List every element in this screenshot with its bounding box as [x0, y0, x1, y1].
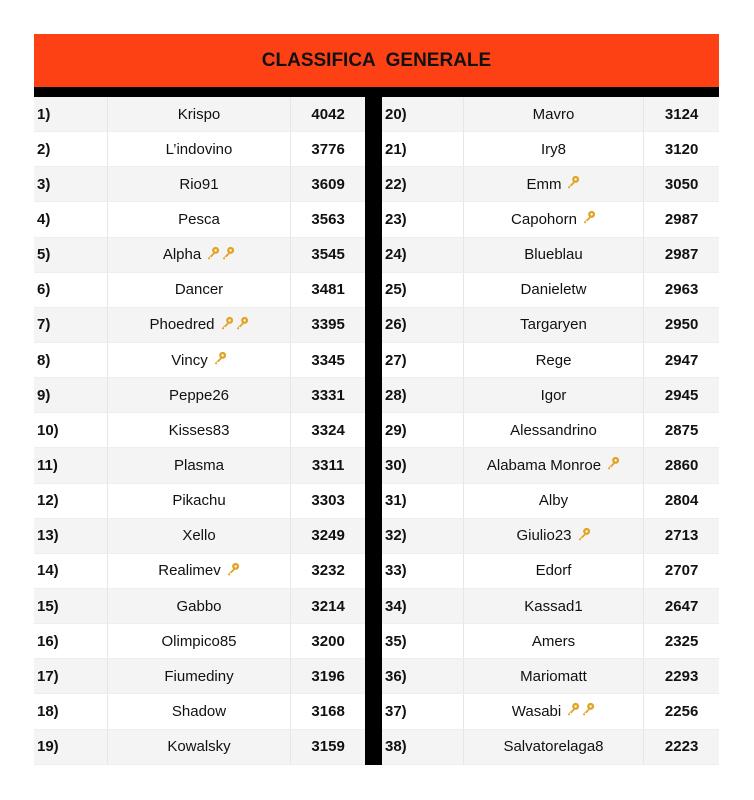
player-name-cell [108, 273, 291, 307]
key-icon [581, 702, 595, 716]
rank: 37) [382, 694, 464, 728]
score: 2256 [664, 702, 699, 720]
player-name: Targaryen [520, 316, 587, 334]
player-name-cell [464, 238, 644, 272]
key-icon [221, 246, 235, 260]
player-name-cell [108, 238, 291, 272]
table-row [34, 97, 365, 132]
player-name-cell [108, 694, 291, 728]
score: 3050 [664, 175, 699, 193]
player-name: Alessandrino [510, 421, 597, 439]
score: 3200 [311, 632, 345, 650]
score: 2987 [664, 210, 699, 228]
player-name: Fiumediny [164, 667, 234, 685]
keys [565, 175, 580, 193]
table-row [34, 238, 365, 273]
score: 3331 [311, 386, 345, 404]
player-name-cell [464, 694, 644, 728]
player-name-cell [464, 132, 644, 166]
player-name-cell [464, 308, 644, 342]
key-icon [226, 562, 240, 576]
table-row [382, 273, 719, 308]
table-row [34, 554, 365, 589]
table-row [382, 308, 719, 343]
header-divider [34, 87, 719, 97]
player-name: Kowalsky [167, 738, 231, 756]
player-name: Kassad1 [524, 597, 583, 615]
score: 2707 [664, 562, 699, 580]
player-name-cell [464, 659, 644, 693]
player-name-cell [464, 378, 644, 412]
table-row [382, 202, 719, 237]
title-banner [34, 34, 719, 87]
table-row [34, 167, 365, 202]
rank: 3) [34, 167, 108, 201]
player-name-cell [108, 167, 291, 201]
table-row [34, 694, 365, 729]
player-name: Kisses83 [168, 421, 230, 439]
table-row [34, 519, 365, 554]
player-name: Pesca [178, 210, 220, 228]
score: 2804 [664, 492, 699, 510]
rank: 33) [382, 554, 464, 588]
score: 3345 [311, 351, 345, 369]
player-name: Igor [540, 386, 567, 404]
player-name-cell [464, 589, 644, 623]
table-row [382, 132, 719, 167]
player-name-cell [464, 97, 644, 131]
keys [212, 351, 227, 369]
score: 3545 [311, 246, 345, 264]
table-row [382, 519, 719, 554]
score: 2947 [664, 351, 699, 369]
rank: 31) [382, 484, 464, 518]
player-name: Mariomatt [520, 667, 587, 685]
player-name: Dancer [174, 281, 224, 299]
player-name: Peppe26 [168, 386, 230, 404]
player-name-cell [464, 730, 644, 764]
rank: 25) [382, 273, 464, 307]
rank: 12) [34, 484, 108, 518]
player-name: Xello [182, 527, 216, 545]
key-icon [582, 210, 596, 224]
page-title: CLASSIFICA GENERALE [261, 49, 492, 71]
keys [581, 210, 596, 228]
rank: 1) [34, 97, 108, 131]
key-icon [235, 316, 249, 330]
player-name-cell [108, 413, 291, 447]
score: 2713 [664, 527, 699, 545]
table-row [382, 589, 719, 624]
player-name-cell [464, 484, 644, 518]
leaderboard-right [382, 97, 719, 765]
player-name-cell [108, 343, 291, 377]
table-row [382, 659, 719, 694]
table-row [34, 378, 365, 413]
column-divider [365, 97, 382, 765]
player-name-cell [108, 659, 291, 693]
score: 3249 [311, 527, 345, 545]
keys [225, 562, 240, 580]
rank: 13) [34, 519, 108, 553]
score: 2325 [664, 632, 699, 650]
score: 3214 [311, 597, 345, 615]
table-row [382, 448, 719, 483]
score: 3232 [311, 562, 345, 580]
keys [565, 702, 595, 720]
score: 3776 [311, 140, 345, 158]
player-name-cell [108, 97, 291, 131]
player-name-cell [464, 167, 644, 201]
table-row [34, 484, 365, 519]
rank: 27) [382, 343, 464, 377]
player-name: Iry8 [540, 140, 566, 158]
rank: 5) [34, 238, 108, 272]
player-name: Capohorn [511, 210, 577, 228]
table-row [34, 202, 365, 237]
rank: 8) [34, 343, 108, 377]
table-row [382, 554, 719, 589]
player-name-cell [108, 378, 291, 412]
player-name-cell [464, 273, 644, 307]
player-name: Salvatorelaga8 [503, 738, 604, 756]
player-name: Krispo [177, 105, 221, 123]
player-name: Alabama Monroe [486, 456, 602, 474]
rank: 32) [382, 519, 464, 553]
score: 3120 [664, 140, 699, 158]
table-row [382, 624, 719, 659]
player-name-cell [108, 554, 291, 588]
rank: 30) [382, 448, 464, 482]
player-name-cell [108, 448, 291, 482]
score: 2860 [664, 456, 699, 474]
keys [205, 246, 235, 264]
player-name-cell [464, 448, 644, 482]
score: 2963 [664, 281, 699, 299]
player-name-cell [108, 132, 291, 166]
rank: 29) [382, 413, 464, 447]
rank: 36) [382, 659, 464, 693]
player-name-cell [108, 484, 291, 518]
score: 4042 [311, 105, 345, 123]
player-name-cell [464, 413, 644, 447]
player-name: Rio91 [179, 175, 219, 193]
rank: 11) [34, 448, 108, 482]
key-icon [220, 316, 234, 330]
rank: 2) [34, 132, 108, 166]
rank: 14) [34, 554, 108, 588]
score: 3124 [664, 105, 699, 123]
score: 3609 [311, 175, 345, 193]
leaderboard-left [34, 97, 365, 765]
player-name: Emm [526, 175, 562, 193]
table-row [382, 484, 719, 519]
player-name: Vincy [171, 351, 208, 369]
table-row [34, 730, 365, 765]
player-name: Alpha [162, 246, 202, 264]
score: 3395 [311, 316, 345, 334]
rank: 6) [34, 273, 108, 307]
player-name-cell [108, 624, 291, 658]
player-name: Shadow [171, 702, 227, 720]
rank: 26) [382, 308, 464, 342]
table-row [34, 413, 365, 448]
key-icon [206, 246, 220, 260]
rank: 15) [34, 589, 108, 623]
key-icon [213, 351, 227, 365]
score: 2950 [664, 316, 699, 334]
player-name: Gabbo [176, 597, 222, 615]
player-name-cell [108, 519, 291, 553]
player-name: Blueblau [524, 246, 583, 264]
score: 3311 [311, 456, 345, 474]
table-row [382, 97, 719, 132]
key-icon [606, 456, 620, 470]
table-row [34, 448, 365, 483]
score: 2945 [664, 386, 699, 404]
keys [219, 316, 249, 334]
player-name: Amers [531, 632, 576, 650]
player-name-cell [464, 343, 644, 377]
player-name: Pikachu [172, 492, 226, 510]
player-name: Giulio23 [516, 527, 572, 545]
table-row [382, 694, 719, 729]
table-row [382, 730, 719, 765]
player-name: Rege [535, 351, 572, 369]
player-name-cell [108, 589, 291, 623]
table-row [382, 343, 719, 378]
rank: 17) [34, 659, 108, 693]
player-name: Plasma [173, 456, 225, 474]
score: 3324 [311, 421, 345, 439]
table-row [382, 167, 719, 202]
table-row [382, 238, 719, 273]
keys [576, 527, 591, 545]
player-name: Realimev [158, 562, 221, 580]
table-row [34, 308, 365, 343]
key-icon [566, 702, 580, 716]
score: 3168 [311, 702, 345, 720]
score: 3563 [311, 210, 345, 228]
player-name: L’indovino [165, 140, 233, 158]
player-name-cell [464, 202, 644, 236]
score: 3481 [311, 281, 345, 299]
rank: 4) [34, 202, 108, 236]
rank: 10) [34, 413, 108, 447]
player-name-cell [108, 730, 291, 764]
player-name-cell [108, 202, 291, 236]
rank: 19) [34, 730, 108, 764]
player-name: Wasabi [511, 702, 562, 720]
table-row [382, 378, 719, 413]
score: 2223 [664, 738, 699, 756]
key-icon [577, 527, 591, 541]
rank: 23) [382, 202, 464, 236]
score: 2647 [664, 597, 699, 615]
score: 3196 [311, 667, 345, 685]
table-row [382, 413, 719, 448]
rank: 28) [382, 378, 464, 412]
player-name: Danieletw [520, 281, 587, 299]
player-name: Alby [538, 492, 569, 510]
score: 3303 [311, 492, 345, 510]
score: 2293 [664, 667, 699, 685]
key-icon [566, 175, 580, 189]
player-name-cell [108, 308, 291, 342]
rank: 9) [34, 378, 108, 412]
rank: 24) [382, 238, 464, 272]
rank: 22) [382, 167, 464, 201]
table-row [34, 589, 365, 624]
player-name: Phoedred [149, 316, 215, 334]
player-name: Edorf [535, 562, 572, 580]
score: 2875 [664, 421, 699, 439]
rank: 34) [382, 589, 464, 623]
table-row [34, 343, 365, 378]
table-row [34, 624, 365, 659]
table-row [34, 273, 365, 308]
player-name-cell [464, 554, 644, 588]
rank: 35) [382, 624, 464, 658]
player-name: Mavro [532, 105, 575, 123]
score: 2987 [664, 246, 699, 264]
player-name-cell [464, 624, 644, 658]
rank: 18) [34, 694, 108, 728]
rank: 38) [382, 730, 464, 764]
score: 3159 [311, 738, 345, 756]
rank: 21) [382, 132, 464, 166]
table-row [34, 659, 365, 694]
rank: 7) [34, 308, 108, 342]
rank: 20) [382, 97, 464, 131]
rank: 16) [34, 624, 108, 658]
keys [605, 456, 620, 474]
player-name-cell [464, 519, 644, 553]
player-name: Olimpico85 [161, 632, 237, 650]
table-row [34, 132, 365, 167]
